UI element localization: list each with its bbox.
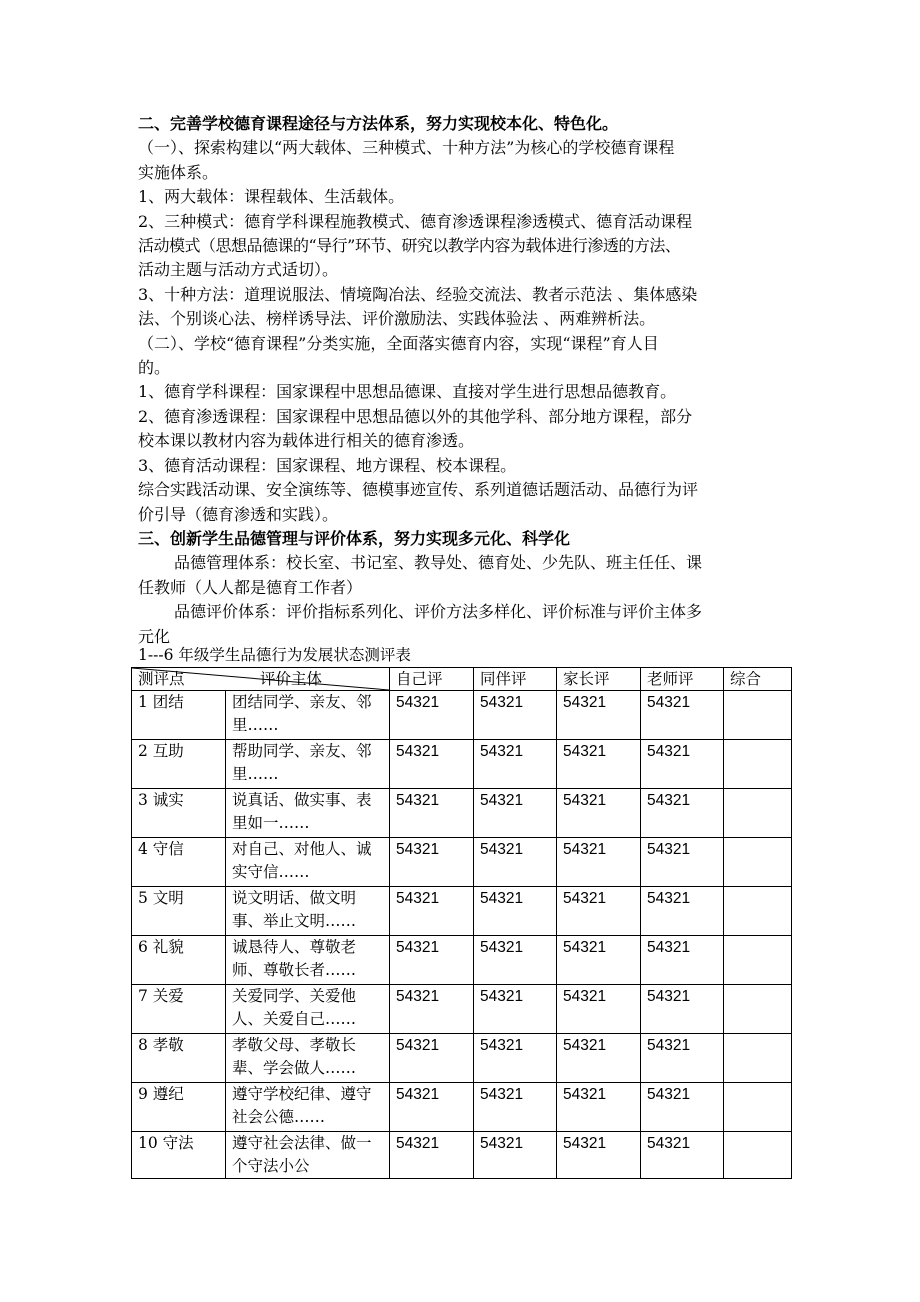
score-cell: 54321 bbox=[557, 985, 641, 1034]
paragraph-line: 3、十种方法：道理说服法、情境陶冶法、经验交流法、教者示范法 、集体感染 bbox=[138, 284, 698, 304]
paragraph-line: 1、两大载体：课程载体、生活载体。 bbox=[138, 187, 405, 207]
paragraph-line: 3、德育活动课程：国家课程、地方课程、校本课程。 bbox=[138, 455, 517, 475]
table-row bbox=[132, 1083, 792, 1132]
evaluation-point: 1 团结 bbox=[132, 691, 226, 740]
table-row bbox=[132, 1132, 792, 1179]
overall-score-cell bbox=[724, 1132, 792, 1179]
table-header-row bbox=[132, 668, 792, 691]
table-body bbox=[132, 691, 792, 1179]
paragraph-line: 元化 bbox=[138, 626, 171, 646]
score-cell: 54321 bbox=[390, 838, 474, 887]
overall-score-cell bbox=[724, 789, 792, 838]
score-cell: 54321 bbox=[641, 838, 724, 887]
paragraph-line: 1、德育学科课程：国家课程中思想品德课、直接对学生进行思想品德教育。 bbox=[138, 382, 677, 402]
overall-score-cell bbox=[724, 1083, 792, 1132]
paragraph-line: 法、个别谈心法、榜样诱导法、评价激励法、实践体验法 、两难辨析法。 bbox=[138, 309, 656, 329]
header-self: 自己评 bbox=[390, 668, 474, 691]
header-teacher: 老师评 bbox=[641, 668, 724, 691]
paragraph-line: （二）、学校“德育课程”分类实施，全面落实德育内容，实现“课程”育人目 bbox=[138, 333, 659, 353]
paragraph-line: 的。 bbox=[138, 358, 171, 378]
score-cell: 54321 bbox=[390, 1083, 474, 1132]
evaluation-point: 3 诚实 bbox=[132, 789, 226, 838]
table-row bbox=[132, 789, 792, 838]
evaluation-point: 8 孝敬 bbox=[132, 1034, 226, 1083]
evaluation-description: 遵守学校纪律、遵守社会公德…… bbox=[226, 1083, 390, 1132]
overall-score-cell bbox=[724, 887, 792, 936]
score-cell: 54321 bbox=[557, 1083, 641, 1132]
score-cell: 54321 bbox=[474, 985, 557, 1034]
score-cell: 54321 bbox=[557, 838, 641, 887]
score-cell: 54321 bbox=[474, 789, 557, 838]
evaluation-table bbox=[131, 667, 792, 1179]
paragraph-line: 任教师（人人都是德育工作者） bbox=[138, 577, 363, 597]
paragraph-line: 活动主题与活动方式适切）。 bbox=[138, 260, 339, 280]
score-cell: 54321 bbox=[474, 740, 557, 789]
score-cell: 54321 bbox=[390, 985, 474, 1034]
overall-score-cell bbox=[724, 985, 792, 1034]
score-cell: 54321 bbox=[641, 1083, 724, 1132]
score-cell: 54321 bbox=[390, 1132, 474, 1179]
header-parent: 家长评 bbox=[557, 668, 641, 691]
paragraph-line: 活动模式（思想品德课的“导行”环节、研究以教学内容为载体进行渗透的方法、 bbox=[138, 236, 681, 256]
score-cell: 54321 bbox=[557, 1034, 641, 1083]
score-cell: 54321 bbox=[474, 887, 557, 936]
score-cell: 54321 bbox=[474, 1034, 557, 1083]
corner-label-subject: 评价主体 bbox=[260, 670, 323, 688]
evaluation-description: 关爱同学、关爱他人、关爱自己…… bbox=[226, 985, 390, 1034]
paragraph-line: （一）、探索构建以“两大载体、三种模式、十种方法”为核心的学校德育课程 bbox=[138, 138, 675, 158]
paragraph-line: 实施体系。 bbox=[138, 162, 219, 182]
section-heading: 三、创新学生品德管理与评价体系，努力实现多元化、科学化 bbox=[138, 528, 571, 548]
evaluation-description: 诚恳待人、尊敬老师、尊敬长者…… bbox=[226, 936, 390, 985]
score-cell: 54321 bbox=[557, 691, 641, 740]
table-row bbox=[132, 936, 792, 985]
score-cell: 54321 bbox=[390, 936, 474, 985]
score-cell: 54321 bbox=[557, 1132, 641, 1179]
paragraph-line: 价引导（德育渗透和实践）。 bbox=[138, 504, 339, 524]
paragraph-line: 综合实践活动课、安全演练等、德模事迹宣传、系列道德话题活动、品德行为评 bbox=[138, 480, 699, 500]
paragraph-line: 2、三种模式：德育学科课程施教模式、德育渗透课程渗透模式、德育活动课程 bbox=[138, 211, 693, 231]
table-row bbox=[132, 985, 792, 1034]
evaluation-description: 说真话、做实事、表里如一…… bbox=[226, 789, 390, 838]
evaluation-description: 遵守社会法律、做一个守法小公 bbox=[226, 1132, 390, 1179]
evaluation-description: 孝敬父母、孝敬长辈、学会做人…… bbox=[226, 1034, 390, 1083]
overall-score-cell bbox=[724, 1034, 792, 1083]
score-cell: 54321 bbox=[641, 1132, 724, 1179]
paragraph-line: 校本课以教材内容为载体进行相关的德育渗透。 bbox=[138, 431, 475, 451]
score-cell: 54321 bbox=[474, 1132, 557, 1179]
score-cell: 54321 bbox=[641, 1034, 724, 1083]
evaluation-description: 说文明话、做文明事、举止文明…… bbox=[226, 887, 390, 936]
score-cell: 54321 bbox=[474, 838, 557, 887]
score-cell: 54321 bbox=[474, 936, 557, 985]
score-cell: 54321 bbox=[390, 789, 474, 838]
evaluation-point: 7 关爱 bbox=[132, 985, 226, 1034]
score-cell: 54321 bbox=[641, 691, 724, 740]
evaluation-description: 对自己、对他人、诚实守信…… bbox=[226, 838, 390, 887]
score-cell: 54321 bbox=[641, 789, 724, 838]
score-cell: 54321 bbox=[641, 887, 724, 936]
header-overall: 综合 bbox=[724, 668, 792, 691]
paragraph-line: 品德管理体系：校长室、书记室、教导处、德育处、少先队、班主任任、课 bbox=[174, 553, 703, 573]
score-cell: 54321 bbox=[390, 740, 474, 789]
score-cell: 54321 bbox=[557, 936, 641, 985]
paragraph-line: 2、德育渗透课程：国家课程中思想品德以外的其他学科、部分地方课程，部分 bbox=[138, 406, 693, 426]
corner-label-point: 测评点 bbox=[138, 670, 185, 688]
score-cell: 54321 bbox=[641, 985, 724, 1034]
score-cell: 54321 bbox=[390, 691, 474, 740]
score-cell: 54321 bbox=[641, 936, 724, 985]
score-cell: 54321 bbox=[557, 740, 641, 789]
overall-score-cell bbox=[724, 740, 792, 789]
diagonal-header-cell bbox=[132, 668, 390, 691]
score-cell: 54321 bbox=[641, 740, 724, 789]
score-cell: 54321 bbox=[474, 691, 557, 740]
table-caption: 1---6 年级学生品德行为发展状态测评表 bbox=[138, 646, 411, 664]
overall-score-cell bbox=[724, 838, 792, 887]
score-cell: 54321 bbox=[474, 1083, 557, 1132]
score-cell: 54321 bbox=[390, 1034, 474, 1083]
document-body bbox=[138, 112, 788, 649]
score-cell: 54321 bbox=[557, 887, 641, 936]
table-row bbox=[132, 887, 792, 936]
table-row bbox=[132, 838, 792, 887]
evaluation-point: 6 礼貌 bbox=[132, 936, 226, 985]
evaluation-point: 2 互助 bbox=[132, 740, 226, 789]
score-cell: 54321 bbox=[390, 887, 474, 936]
section-heading: 二、完善学校德育课程途径与方法体系，努力实现校本化、特色化。 bbox=[138, 114, 619, 133]
evaluation-description: 帮助同学、亲友、邻里…… bbox=[226, 740, 390, 789]
header-peer: 同伴评 bbox=[474, 668, 557, 691]
evaluation-point: 5 文明 bbox=[132, 887, 226, 936]
score-cell: 54321 bbox=[557, 789, 641, 838]
table-row bbox=[132, 1034, 792, 1083]
table-row bbox=[132, 691, 792, 740]
overall-score-cell bbox=[724, 691, 792, 740]
overall-score-cell bbox=[724, 936, 792, 985]
evaluation-description: 团结同学、亲友、邻里…… bbox=[226, 691, 390, 740]
evaluation-point: 10 守法 bbox=[132, 1132, 226, 1179]
evaluation-point: 4 守信 bbox=[132, 838, 226, 887]
table-row bbox=[132, 740, 792, 789]
evaluation-point: 9 遵纪 bbox=[132, 1083, 226, 1132]
paragraph-line: 品德评价体系：评价指标系列化、评价方法多样化、评价标准与评价主体多 bbox=[174, 602, 703, 622]
